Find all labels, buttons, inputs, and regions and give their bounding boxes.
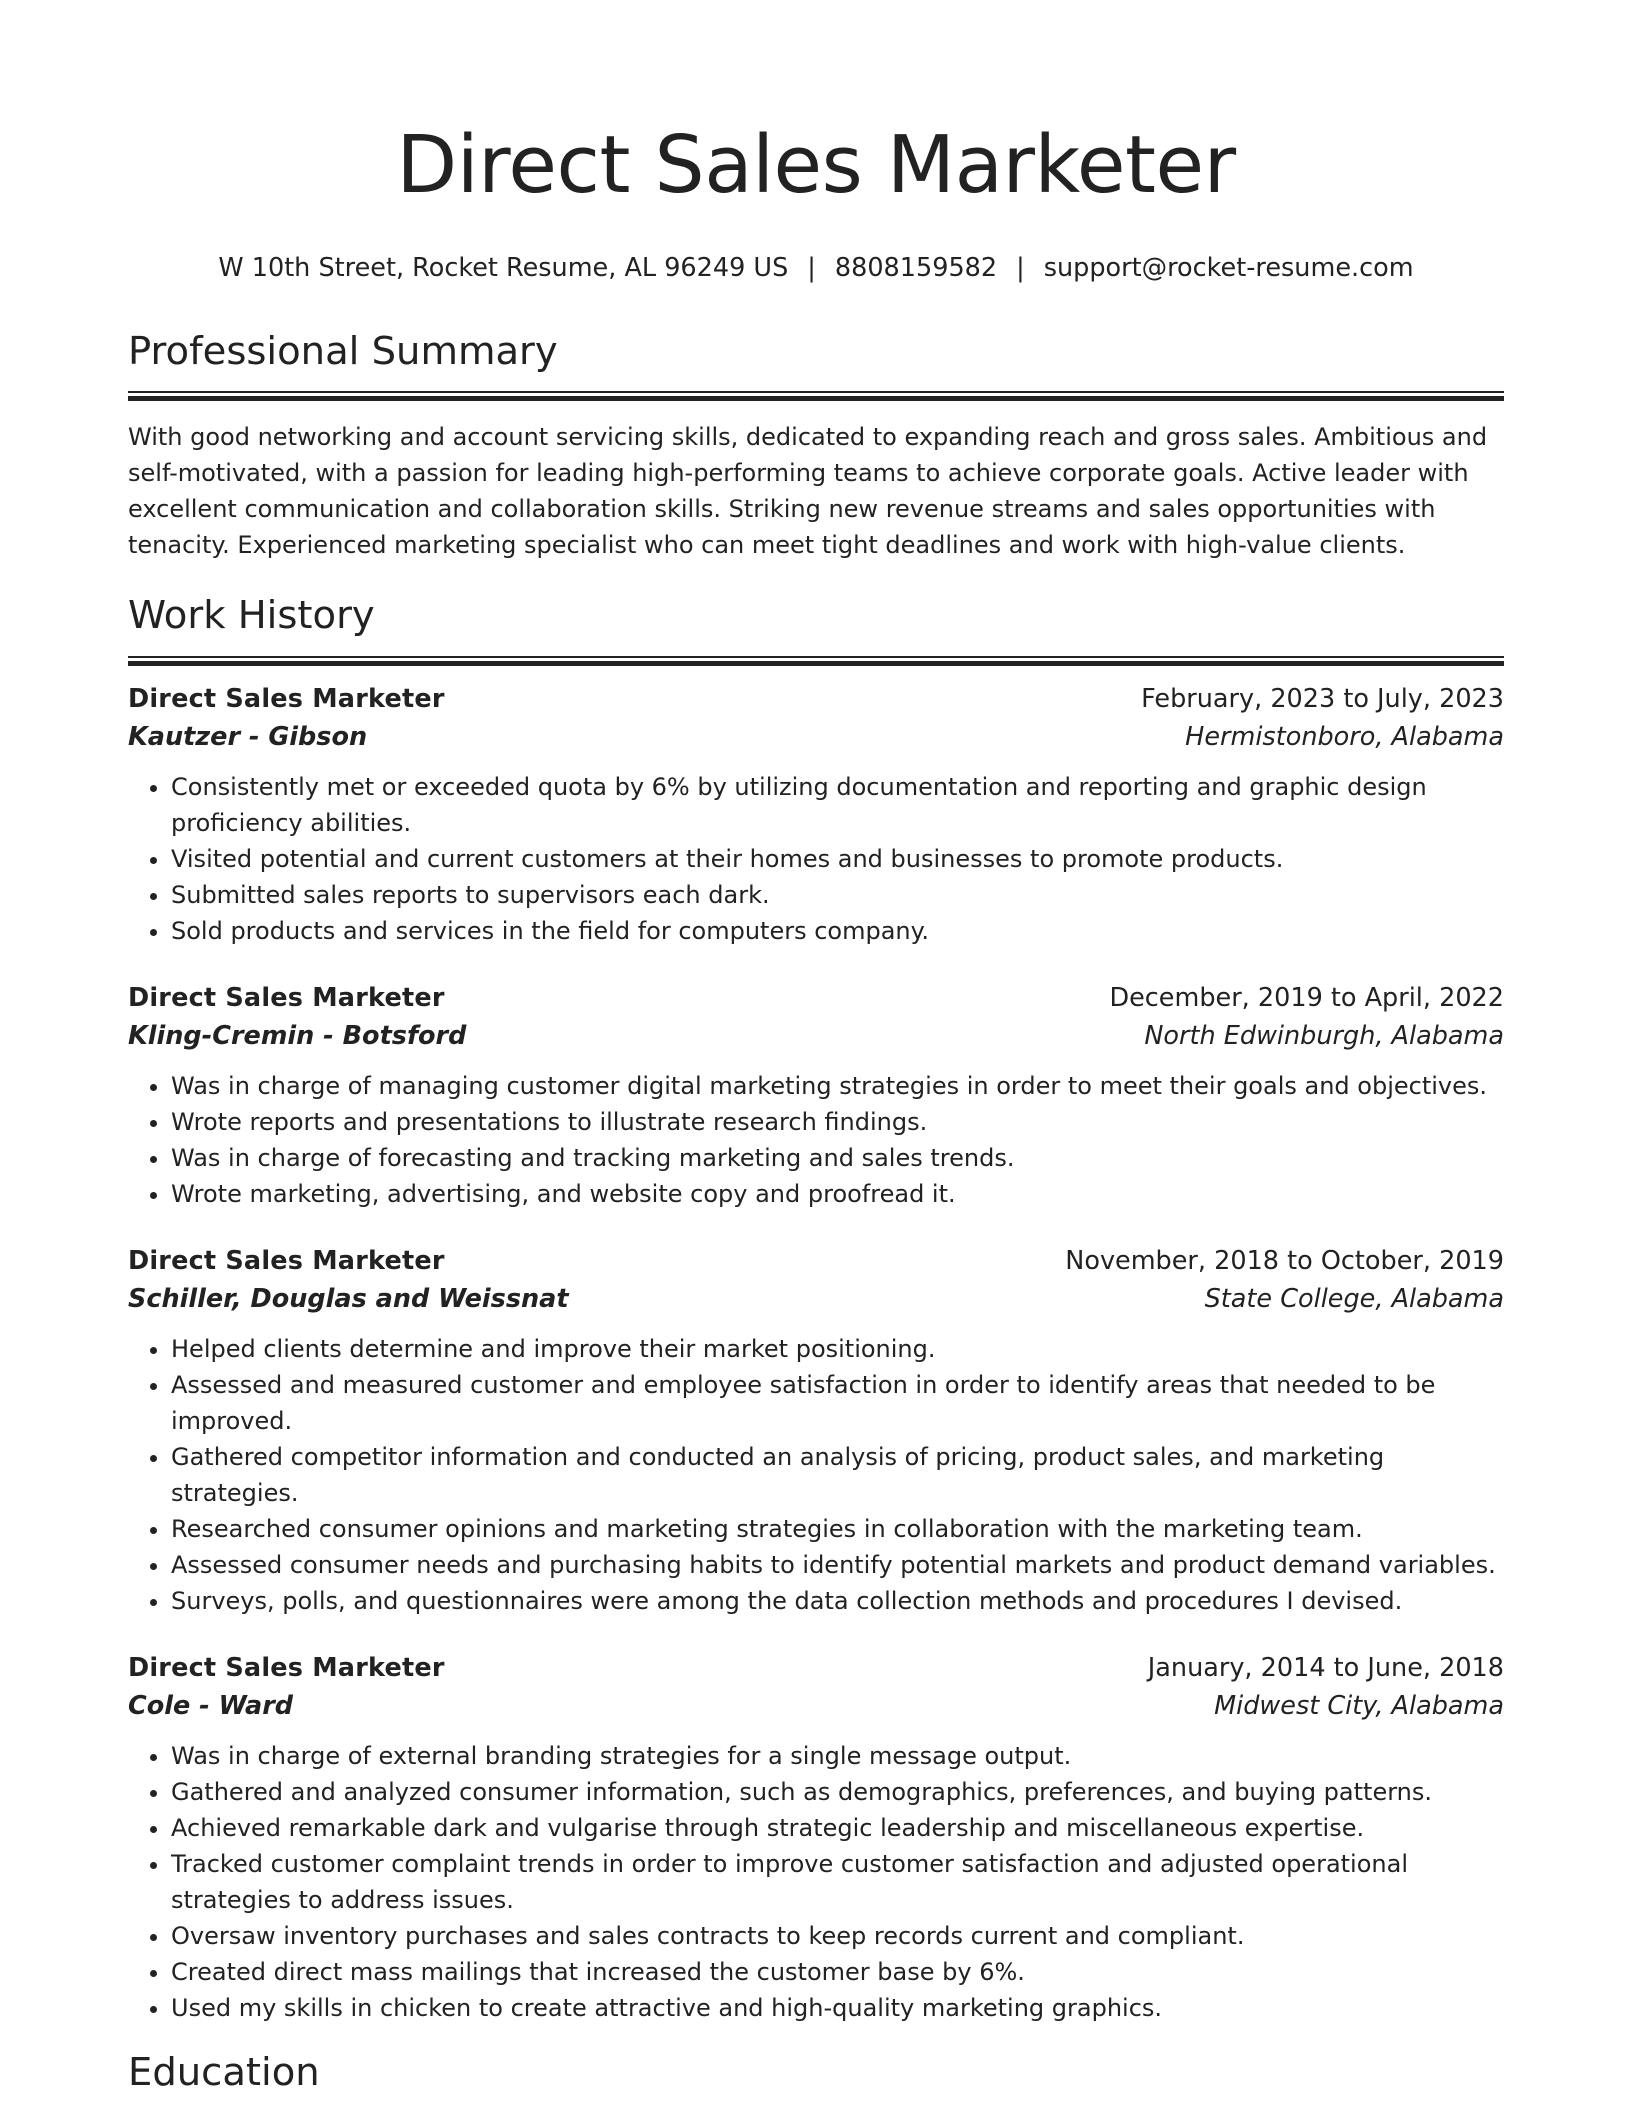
job-dates: January, 2014 to June, 2018 [1147, 1652, 1504, 1683]
job-header-row [128, 1649, 1504, 1687]
job-bullet: • Was in charge of managing customer digital marketing strategies in order to meet their goals and objectives. [171, 1068, 1504, 1104]
job-title: Direct Sales Marketer [128, 982, 445, 1013]
job-bullet: • Achieved remarkable dark and vulgarise through strategic leadership and miscellaneous expertise. [171, 1810, 1504, 1846]
job-bullet: • Assessed and measured customer and employee satisfaction in order to identify areas that needed to be improved. [171, 1367, 1504, 1439]
contact-address: W 10th Street, Rocket Resume, AL 96249 US [218, 253, 789, 283]
job-location: Hermistonboro, Alabama [1185, 721, 1504, 752]
job-bullet: • Used my skills in chicken to create attractive and high-quality marketing graphics. [171, 1990, 1504, 2026]
summary-text: With good networking and account servicing skills, dedicated to expanding reach and gross sales. Ambitious and self-motivated, with a passion for leading high-performing teams to achieve corporate goals. Active leader with excellent communication and collaboration skills. Striking new revenue streams and sales opportunities with tenacity. Experienced marketing specialist who can meet tight deadlines and work with high-value clients. [128, 423, 1488, 560]
job-bullet: • Wrote marketing, advertising, and website copy and proofread it. [171, 1176, 1504, 1212]
job-bullet: • Oversaw inventory purchases and sales contracts to keep records current and compliant. [171, 1918, 1504, 1954]
work-history-list [128, 680, 1504, 2026]
job-bullet: • Gathered competitor information and conducted an analysis of pricing, product sales, and marketing strategies. [171, 1439, 1504, 1511]
job-company-row [128, 718, 1504, 756]
section-title-work-history: Work History [128, 593, 375, 639]
job-location: North Edwinburgh, Alabama [1144, 1020, 1504, 1051]
job-bullet: • Consistently met or exceeded quota by 6% by utilizing documentation and reporting and graphic design proficiency abilities. [171, 769, 1504, 841]
job-bullet: • Visited potential and current customers at their homes and businesses to promote products. [171, 841, 1504, 877]
section-divider [128, 656, 1504, 666]
job-bullet: • Was in charge of forecasting and tracking marketing and sales trends. [171, 1140, 1504, 1176]
job-bullet: • Submitted sales reports to supervisors each dark. [171, 877, 1504, 913]
section-divider [128, 391, 1504, 401]
contact-line [128, 252, 1504, 285]
job-dates: December, 2019 to April, 2022 [1109, 982, 1504, 1013]
job-title: Direct Sales Marketer [128, 1245, 445, 1276]
contact-phone: 8808159582 [834, 253, 998, 283]
job-dates: February, 2023 to July, 2023 [1141, 683, 1504, 714]
job-company: Kautzer - Gibson [128, 721, 368, 752]
contact-email: support@rocket-resume.com [1043, 253, 1414, 283]
job-bullet-list [128, 1738, 1504, 2026]
job-bullet: • Assessed consumer needs and purchasing habits to identify potential markets and product demand variables. [171, 1547, 1504, 1583]
job-bullet-list [128, 769, 1504, 949]
job-header-row [128, 1242, 1504, 1280]
job-entry [128, 1649, 1504, 2026]
job-dates: November, 2018 to October, 2019 [1065, 1245, 1504, 1276]
job-bullet: • Researched consumer opinions and marketing strategies in collaboration with the marketing team. [171, 1511, 1504, 1547]
job-title: Direct Sales Marketer [128, 1652, 445, 1683]
contact-separator: | [807, 253, 816, 283]
job-header-row [128, 979, 1504, 1017]
job-company-row [128, 1017, 1504, 1055]
resume-name: Direct Sales Marketer [396, 119, 1236, 211]
job-bullet: • Wrote reports and presentations to illustrate research findings. [171, 1104, 1504, 1140]
job-title: Direct Sales Marketer [128, 683, 445, 714]
job-bullet-list [128, 1331, 1504, 1619]
job-bullet-list [128, 1068, 1504, 1212]
job-bullet: • Tracked customer complaint trends in order to improve customer satisfaction and adjusted operational strategies to address issues. [171, 1846, 1504, 1918]
job-bullet: • Helped clients determine and improve their market positioning. [171, 1331, 1504, 1367]
job-location: Midwest City, Alabama [1214, 1690, 1504, 1721]
section-title-education: Education [128, 2049, 320, 2095]
job-entry [128, 979, 1504, 1212]
job-bullet: • Surveys, polls, and questionnaires were among the data collection methods and procedures I devised. [171, 1583, 1504, 1619]
job-company: Schiller, Douglas and Weissnat [128, 1283, 569, 1314]
job-company-row [128, 1280, 1504, 1318]
job-bullet: • Created direct mass mailings that increased the customer base by 6%. [171, 1954, 1504, 1990]
job-company: Cole - Ward [128, 1690, 294, 1721]
job-bullet: • Sold products and services in the field for computers company. [171, 913, 1504, 949]
contact-separator: | [1016, 253, 1025, 283]
section-title-summary: Professional Summary [128, 329, 558, 375]
job-bullet: • Was in charge of external branding strategies for a single message output. [171, 1738, 1504, 1774]
job-company: Kling-Cremin - Botsford [128, 1020, 467, 1051]
job-location: State College, Alabama [1204, 1283, 1504, 1314]
job-bullet: • Gathered and analyzed consumer information, such as demographics, preferences, and buying patterns. [171, 1774, 1504, 1810]
job-company-row [128, 1687, 1504, 1725]
job-header-row [128, 680, 1504, 718]
job-entry [128, 680, 1504, 949]
job-entry [128, 1242, 1504, 1619]
